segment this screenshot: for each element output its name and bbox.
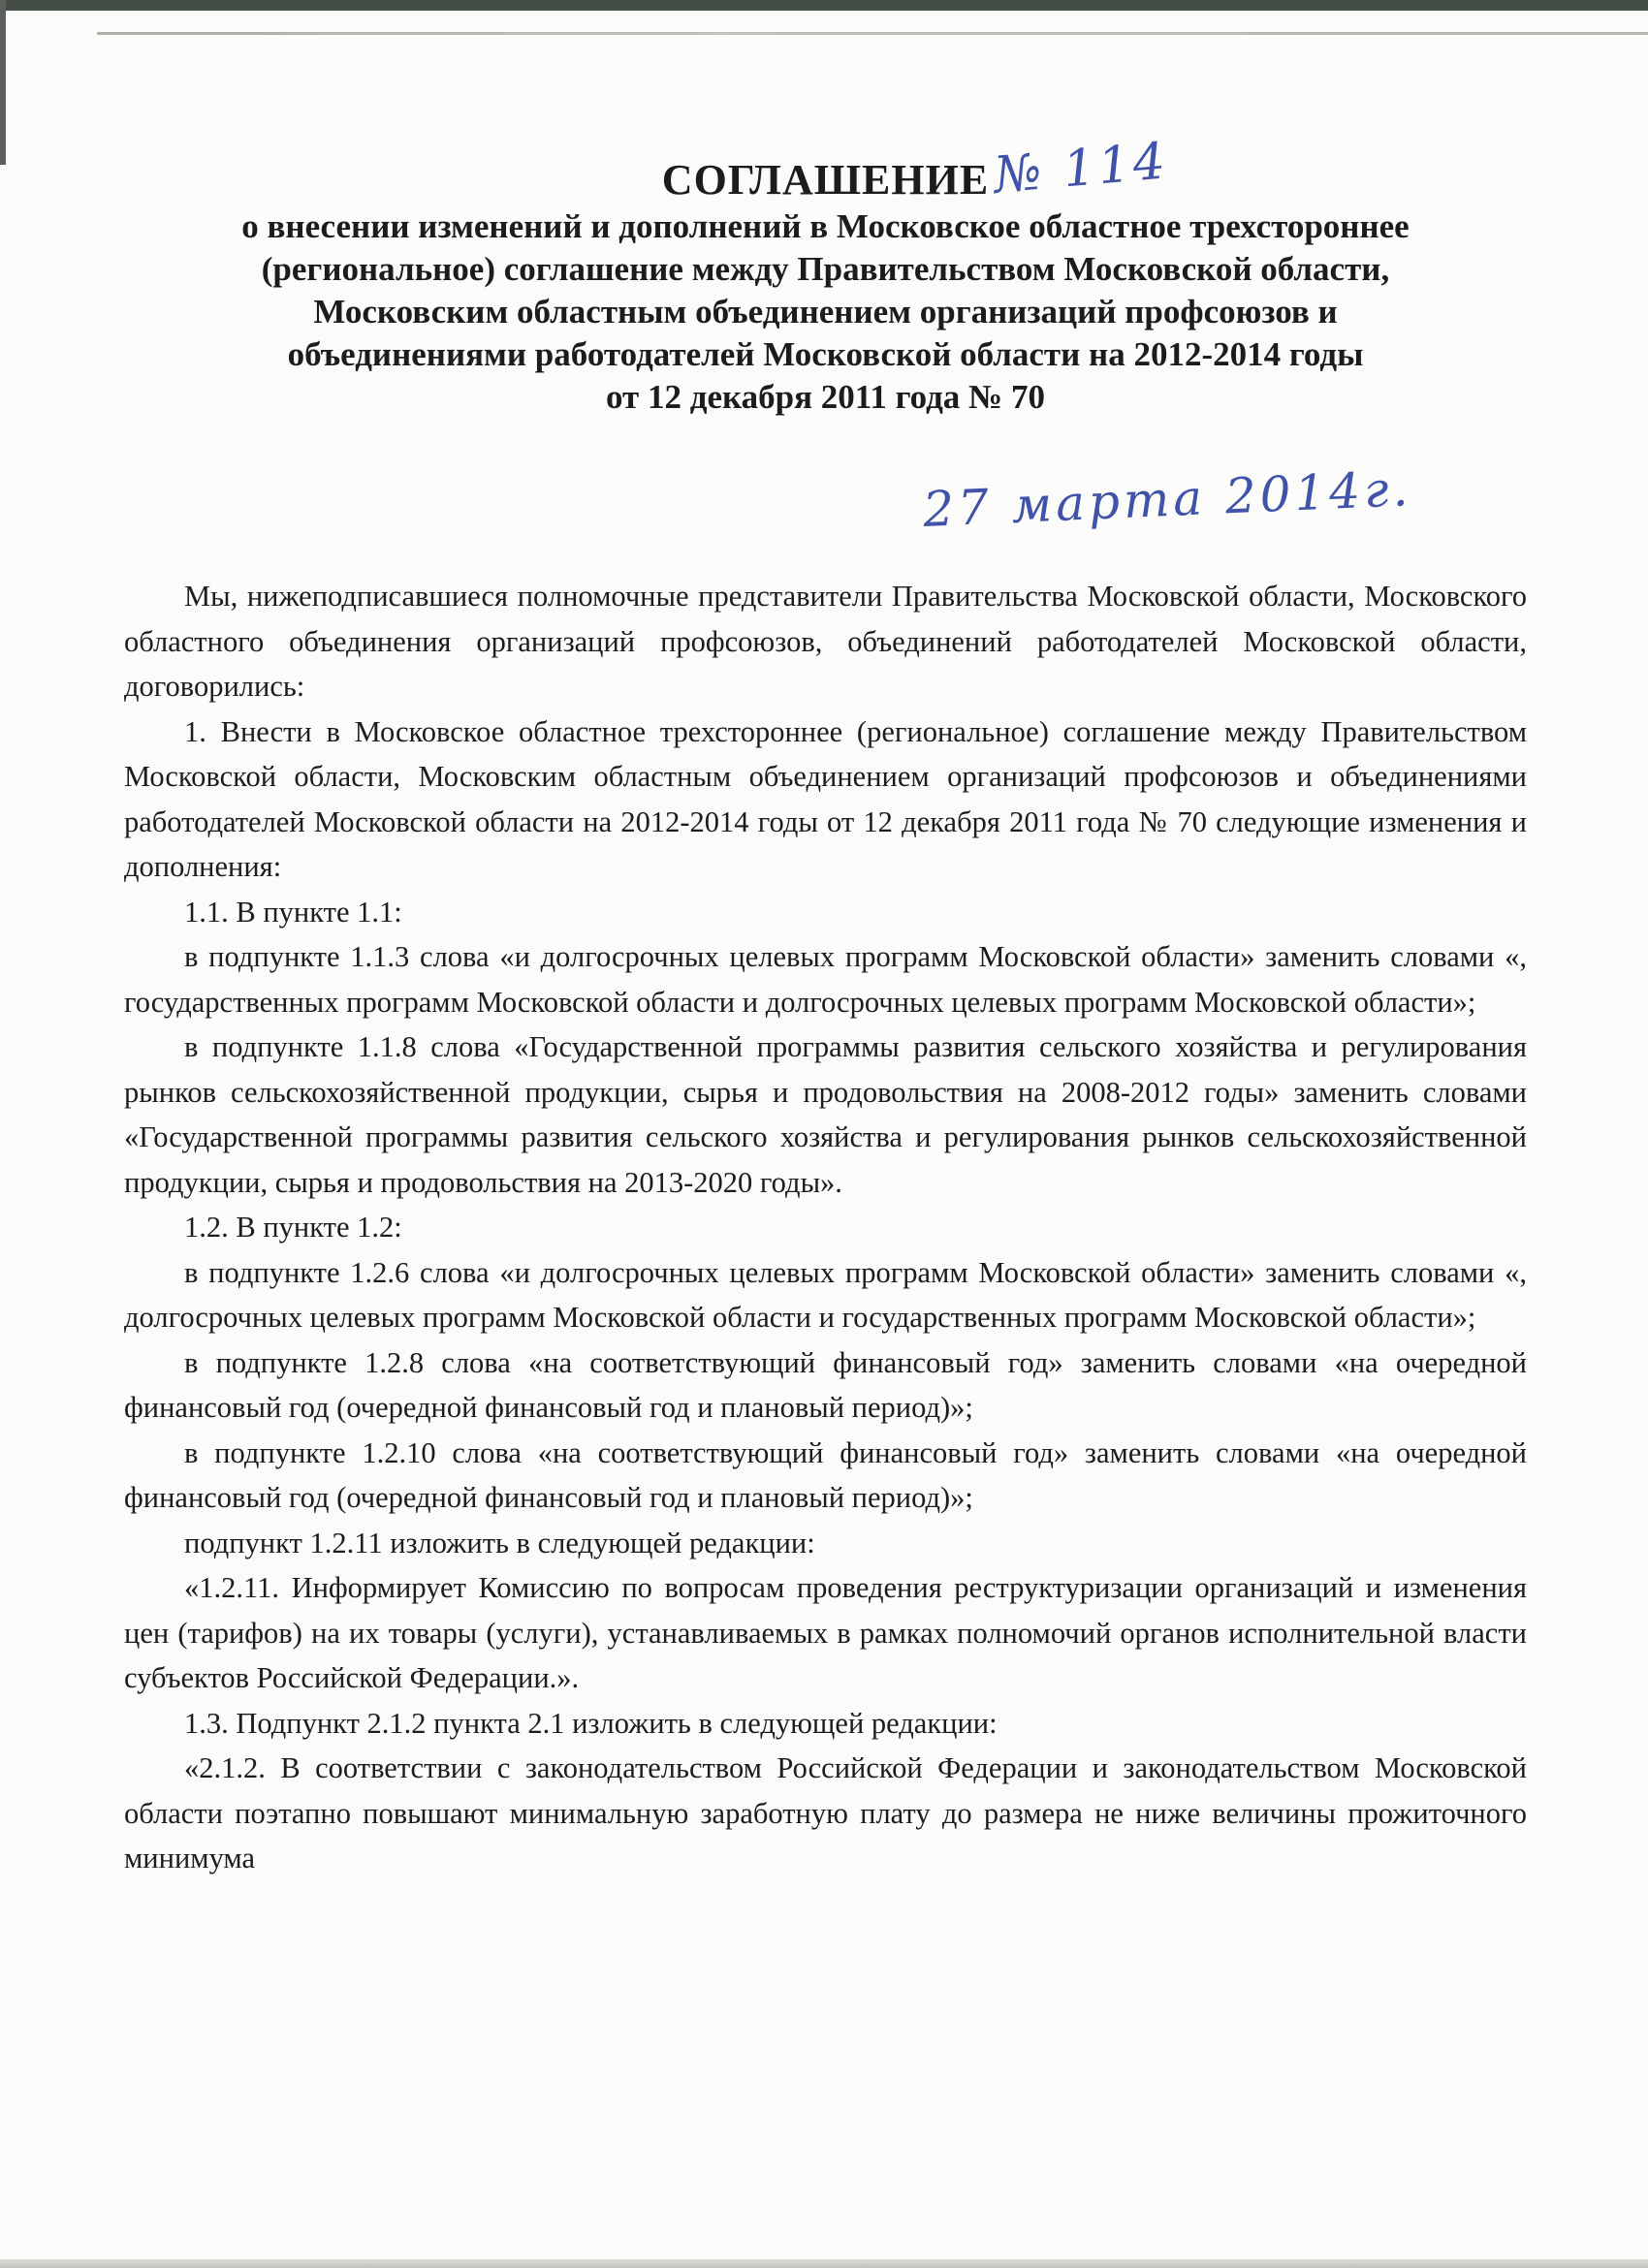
handwritten-date: 27 марта 2014г. — [921, 460, 1413, 538]
body-paragraph: 1.1. В пункте 1.1: — [184, 895, 402, 929]
body-paragraph: в подпункте 1.2.10 слова «на соответствующий финансовый год» заменить словами «на очередной финансовый год (очередной финансовый год и плановый период)»; — [124, 1435, 1527, 1514]
body-paragraph: 1.2. В пункте 1.2: — [184, 1211, 402, 1244]
body-paragraph: Мы, нижеподписавшиеся полномочные представители Правительства Московской области, Московского областного объединения организаций профсоюзов, объединений работодателей Московской области, договорились: — [124, 580, 1527, 703]
body-paragraph: 1. Внести в Московское областное трехстороннее (региональное) соглашение между Правительством Московской области, Московским областным объединением организаций профсоюзов и объединениями работодателей Московской области на 2012-2014 годы от 12 декабря 2011 года № 70 следующие изменения и дополнения: — [124, 714, 1527, 883]
scan-left-edge — [0, 0, 6, 165]
scan-bottom-edge — [0, 2259, 1648, 2268]
body-paragraph: 1.3. Подпункт 2.1.2 пункта 2.1 изложить в следующей редакции: — [184, 1706, 998, 1740]
handwritten-number: № 114 — [991, 132, 1171, 205]
body-paragraph: «1.2.11. Информирует Комиссию по вопросам проведения реструктуризации организаций и изменения цен (тарифов) на их товары (услуги), устанавливаемых в рамках полномочий органов исполнительной власти субъектов Российской Федерации.». — [124, 1571, 1527, 1694]
subtitle-line: о внесении изменений и дополнений в Московское областное трехстороннее — [241, 207, 1410, 245]
document-title: СОГЛАШЕНИЕ — [661, 156, 990, 204]
body-paragraph: в подпункте 1.1.3 слова «и долгосрочных целевых программ Московской области» заменить словами «, государственных программ Московской области и долгосрочных целевых программ Московской области»; — [124, 940, 1527, 1019]
body-paragraph: подпункт 1.2.11 изложить в следующей редакции: — [184, 1526, 815, 1559]
body-paragraph: в подпункте 1.2.8 слова «на соответствующий финансовый год» заменить словами «на очередной финансовый год (очередной финансовый год и плановый период)»; — [124, 1345, 1527, 1424]
subtitle-line: от 12 декабря 2011 года № 70 — [606, 378, 1045, 416]
body-paragraph: в подпункте 1.1.8 слова «Государственной программы развития сельского хозяйства и регулирования рынков сельскохозяйственной продукции, сырья и продовольствия на 2008-2012 годы» заменить словами «Государственной программы развития сельского хозяйства и регулирования рынков сельскохозяйственной продукции, сырья и продовольствия на 2013-2020 годы». — [124, 1030, 1527, 1199]
subtitle-line: объединениями работодателей Московской области на 2012-2014 годы — [287, 335, 1364, 373]
document-header — [124, 132, 1527, 419]
subtitle-line: (региональное) соглашение между Правительством Московской области, — [261, 250, 1390, 288]
document-body — [124, 574, 1527, 1881]
body-paragraph: в подпункте 1.2.6 слова «и долгосрочных целевых программ Московской области» заменить словами «, долгосрочных целевых программ Московской области и государственных программ Московской области»; — [124, 1255, 1527, 1334]
document-title-line — [124, 132, 1527, 205]
body-paragraph: «2.1.2. В соответствии с законодательством Российской Федерации и законодательством Московской области поэтапно повышают минимальную заработную плату до размера не ниже величины прожиточного минимума — [124, 1751, 1527, 1874]
paper-edge-line — [97, 32, 1648, 35]
scan-top-edge — [0, 0, 1648, 11]
subtitle-line: Московским областным объединением организаций профсоюзов и — [313, 293, 1338, 331]
